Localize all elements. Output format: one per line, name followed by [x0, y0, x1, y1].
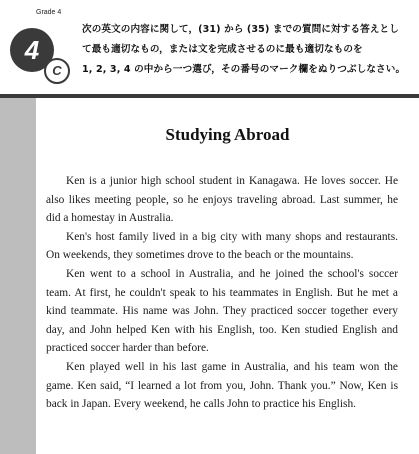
section-letter-badge: C	[44, 58, 70, 84]
section-number-badge: 4	[10, 28, 54, 72]
passage-paragraph-2: Ken's host family lived in a big city with many shops and restaurants. On weekends, they sometimes drove to the beach or the mountains.	[46, 230, 398, 262]
passage-title: Studying Abroad	[165, 125, 290, 144]
passage-paragraph-3: Ken went to a school in Australia, and he joined the school's soccer team. At first, he couldn't speak to his teammates in English. But he met a kind teammate. His name was John. They practiced soccer together every day, and John helped Ken with his English, too. Ken studied English and practiced soccer harder than before.	[46, 267, 398, 355]
passage-paragraph-1: Ken is a junior high school student in Kanagawa. He loves soccer. He also likes meeting people, so he enjoys traveling abroad. Last summer, he did a homestay in Australia.	[46, 175, 398, 225]
instruction-line-3: 1, 2, 3, 4 の中から一つ選び，その番号のマーク欄をぬりつぶしなさい。	[82, 64, 406, 75]
instruction-line-1: 次の英文の内容に関して，(31) から (35) までの質問に対する答えとし	[82, 24, 399, 35]
grade-label: Grade 4	[36, 9, 62, 16]
instructions	[82, 20, 414, 80]
side-margin-bar	[0, 98, 36, 454]
passage-paragraph-4: Ken played well in his last game in Australia, and his team won the game. Ken said, “I learned a lot from you, John. Thank you.” Now, Ken is back in Japan. Every weekend, he calls John to practice his English.	[46, 360, 398, 411]
header-divider	[0, 94, 419, 98]
instruction-line-2: て最も適切なもの，または文を完成させるのに最も適切なものを	[82, 44, 363, 55]
passage-body	[46, 172, 398, 414]
